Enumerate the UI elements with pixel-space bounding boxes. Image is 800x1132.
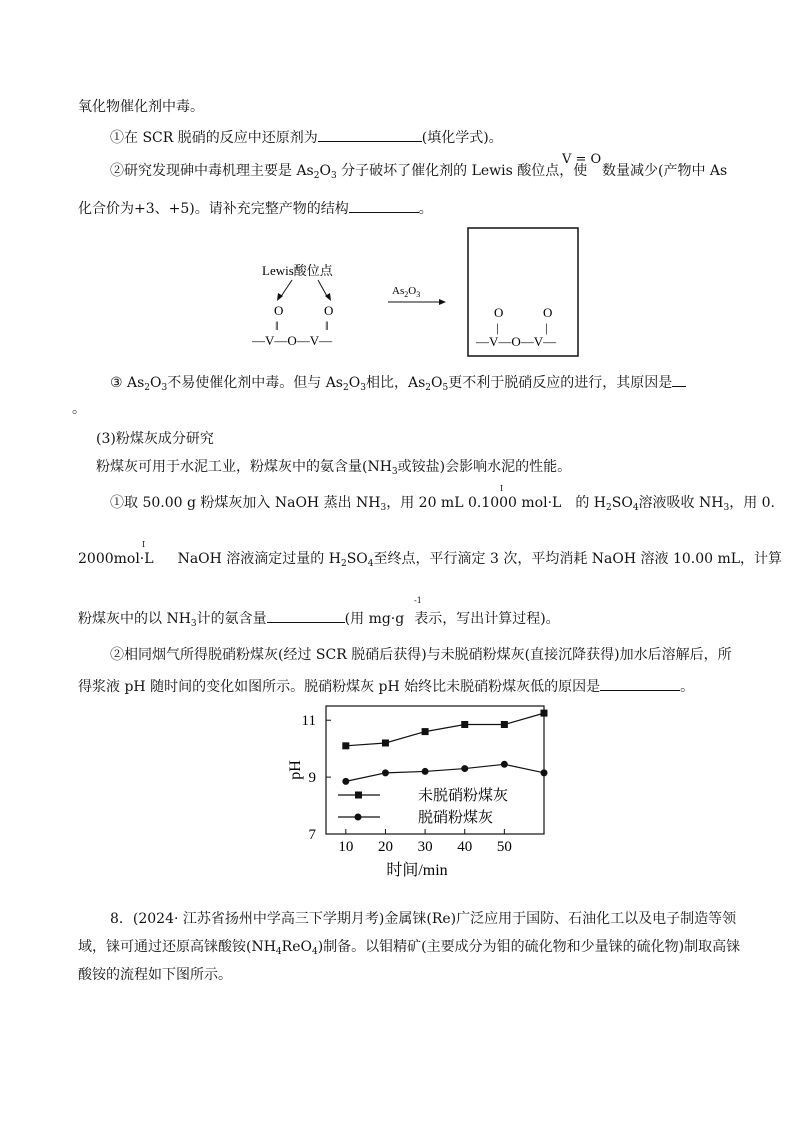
- series-line: [346, 713, 544, 746]
- q2-sub: 3: [330, 171, 337, 181]
- ph-question-line-1: ②相同烟气所得脱硝粉煤灰(经过 SCR 脱硝后获得)与未脱硝粉煤灰(直接沉降获得)加水后溶解后，所: [110, 647, 732, 663]
- oxygen-atom: O: [274, 303, 284, 318]
- q2-text-o: O: [319, 163, 331, 179]
- oxygen-atom: O: [324, 303, 334, 318]
- answer-blank-reductant[interactable]: [318, 127, 422, 142]
- data-point-square: [541, 710, 548, 717]
- data-point-square: [461, 721, 468, 728]
- single-bond: |: [545, 320, 548, 335]
- question-8-line-3: 酸铵的流程如下图所示。: [78, 967, 232, 983]
- answer-blank-ammonia-content[interactable]: [267, 608, 345, 623]
- y-axis-label: pH: [287, 760, 304, 780]
- legend-label: 脱硝粉煤灰: [418, 810, 494, 826]
- oxygen-atom: O: [494, 305, 504, 320]
- reaction-arrowhead: [439, 299, 446, 305]
- legend-marker-square: [355, 792, 362, 799]
- data-point-circle: [461, 765, 468, 772]
- x-tick-label: 50: [496, 839, 512, 855]
- q1-text-b: (填化学式)。: [421, 130, 503, 146]
- x-tick-label: 40: [457, 839, 473, 855]
- data-point-square: [382, 739, 389, 746]
- legend-marker-circle: [355, 814, 362, 821]
- ph-question-line-2: 得浆液 pH 随时间的变化如图所示。脱硝粉煤灰 pH 始终比未脱硝粉煤灰低的原因是 。: [78, 676, 694, 696]
- double-bond: ‖: [275, 318, 279, 333]
- lewis-site-structure-diagram: [240, 222, 600, 362]
- answer-blank-structure[interactable]: [349, 198, 419, 213]
- q2-text-continue: [78, 198, 433, 218]
- calc-question-line-1: ①取 50.00 g 粉煤灰加入 NaOH 蒸出 $NH_3$，用 20 mL 0.1000 mol·L 的 $H_2SO_4$溶液吸收 $NH_3$，用 0.: [110, 495, 776, 513]
- superscript-mark: I: [500, 484, 504, 493]
- data-point-square: [422, 728, 429, 735]
- data-point-square: [501, 721, 508, 728]
- q2-sub: 2: [313, 171, 320, 181]
- answer-blank-reason[interactable]: [672, 372, 686, 387]
- answer-blank-ph-reason[interactable]: [600, 676, 680, 691]
- text-line-catalyst-poison: 氧化物催化剂中毒。: [78, 99, 204, 115]
- q3-end-mark: 。: [72, 401, 86, 417]
- question-8-line-1: 8．(2024· 江苏省扬州中学高三下学期月考)金属铼(Re)广泛应用于国防、石油化工以及电子制造等领: [110, 911, 737, 927]
- y-tick-label: 9: [308, 770, 316, 787]
- q1-text-a: ①在 SCR 脱硝的反应中还原剂为: [110, 130, 318, 146]
- x-tick-label: 10: [338, 839, 354, 855]
- reagent-label: $As_2O_3$: [392, 285, 421, 299]
- legend-label: 未脱硝粉煤灰: [418, 788, 509, 804]
- y-tick-label: 7: [308, 827, 316, 843]
- q2-text-a: ②研究发现砷中毒机理主要是 As: [110, 163, 314, 179]
- data-point-circle: [342, 778, 349, 785]
- superscript-mark: I: [142, 540, 146, 549]
- y-tick-label: 11: [301, 713, 316, 730]
- data-point-square: [342, 742, 349, 749]
- q2-text-b: 分子破坏了催化剂的 Lewis 酸位点，使: [336, 163, 588, 179]
- ph-vs-time-chart: [280, 700, 560, 890]
- calc-question-line-3: 粉煤灰中的以 $NH_3$计的氨含量 (用 mg·g 表示，写出计算过程)。: [78, 608, 560, 628]
- question-1-reductant: [110, 127, 503, 147]
- superscript-minus-one: -1: [414, 596, 422, 605]
- q2-text-d: 化合价为+3、+5)。请补充完整产物的结构: [78, 201, 349, 217]
- data-point-circle: [541, 769, 548, 776]
- q2-text-c: 数量减少(产物中 As: [602, 163, 728, 179]
- double-bond: ‖: [325, 318, 329, 333]
- v-double-o-formula: V = O: [562, 152, 602, 167]
- question-2-mechanism: [110, 162, 587, 180]
- series-line: [346, 764, 544, 781]
- data-point-circle: [501, 761, 508, 768]
- oxygen-atom: O: [543, 305, 553, 320]
- lewis-site-label: Lewis酸位点: [262, 263, 333, 278]
- data-point-circle: [422, 768, 429, 775]
- question-3-as2o5: ③ $As_2O_3$不易使催化剂中毒。但与 $As_2O_3$相比，$As_2O_5$更不利于脱硝反应的进行，其原因是: [110, 372, 686, 392]
- question-8-line-2: 域，铼可通过还原高铼酸铵$(NH_4ReO_4)$制备。以钼精矿(主要成分为钼的硫化物和少量铼的硫化物)制取高铼: [78, 939, 741, 957]
- data-point-circle: [382, 769, 389, 776]
- vanadium-chain-right: —V—O—V—: [476, 334, 557, 349]
- section-3-intro: 粉煤灰可用于水泥工业，粉煤灰中的氨含量($NH_3$或铵盐)会影响水泥的性能。: [96, 459, 572, 477]
- x-axis-label: 时间/min: [386, 862, 448, 879]
- single-bond: |: [496, 320, 499, 335]
- x-tick-label: 20: [377, 839, 393, 855]
- section-3-title: (3)粉煤灰成分研究: [96, 431, 214, 447]
- q2-text-e: 。: [418, 201, 433, 217]
- calc-question-line-2: 2000mol·L NaOH 溶液滴定过量的 $H_2SO_4$至终点，平行滴定 3 次，平均消耗 NaOH 溶液 10.00 mL，计算: [78, 551, 783, 569]
- x-tick-label: 30: [417, 839, 433, 855]
- vanadium-chain-left: —V—O—V—: [252, 333, 333, 348]
